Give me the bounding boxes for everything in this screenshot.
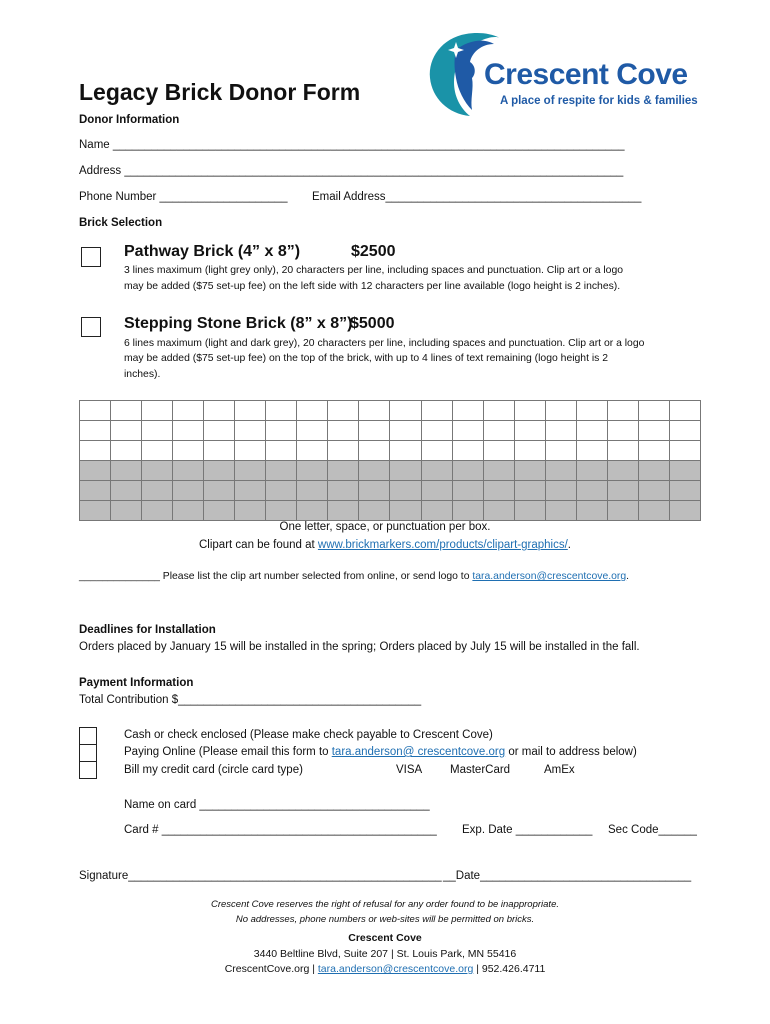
- logo-name: Crescent Cove: [484, 58, 688, 91]
- paying-online-checkbox[interactable]: [79, 744, 97, 762]
- letter-box[interactable]: [576, 461, 607, 481]
- letter-box[interactable]: [328, 481, 359, 501]
- letter-box[interactable]: [111, 421, 142, 441]
- letter-box[interactable]: [545, 481, 576, 501]
- letter-box[interactable]: [173, 441, 204, 461]
- letter-box[interactable]: [80, 501, 111, 521]
- letter-box[interactable]: [328, 461, 359, 481]
- letter-box[interactable]: [80, 441, 111, 461]
- address-field[interactable]: Address ______________________________________________________________________________: [79, 165, 624, 177]
- deadlines-text: Orders placed by January 15 will be installed in the spring; Orders placed by July 15 will be installed in the fall.: [79, 641, 640, 653]
- sec-code-field[interactable]: Sec Code______: [608, 824, 697, 836]
- letter-box[interactable]: [390, 421, 421, 441]
- grid-row: [80, 501, 701, 521]
- deadlines-heading: Deadlines for Installation: [79, 624, 216, 636]
- letter-box[interactable]: [452, 421, 483, 441]
- letter-box[interactable]: [297, 441, 328, 461]
- letter-box[interactable]: [452, 501, 483, 521]
- letter-box[interactable]: [576, 421, 607, 441]
- date-field[interactable]: __Date_________________________________: [443, 870, 692, 882]
- letter-box[interactable]: [483, 421, 514, 441]
- paying-online-prefix: Paying Online (Please email this form to: [124, 746, 332, 758]
- letter-box[interactable]: [173, 461, 204, 481]
- logo-tagline: A place of respite for kids & families: [500, 95, 698, 107]
- letter-box[interactable]: [266, 421, 297, 441]
- pathway-checkbox[interactable]: [81, 247, 101, 267]
- letter-box[interactable]: [80, 481, 111, 501]
- letter-box[interactable]: [514, 421, 545, 441]
- letter-box[interactable]: [266, 401, 297, 421]
- letter-box[interactable]: [669, 441, 700, 461]
- letter-box[interactable]: [638, 501, 669, 521]
- letter-box[interactable]: [669, 501, 700, 521]
- stepping-stone-desc-3: inches).: [124, 369, 161, 380]
- signature-field[interactable]: Signature_________________________________________________: [79, 870, 442, 882]
- grid-note-line-2: [0, 539, 770, 551]
- card-number-field[interactable]: Card # ___________________________________________: [124, 824, 437, 836]
- letter-box[interactable]: [421, 441, 452, 461]
- cash-check-label: Cash or check enclosed (Please make check payable to Crescent Cove): [124, 729, 493, 741]
- letter-box[interactable]: [638, 401, 669, 421]
- pathway-title: Pathway Brick (4” x 8”): [124, 243, 301, 260]
- letter-box[interactable]: [297, 481, 328, 501]
- letter-box[interactable]: [483, 461, 514, 481]
- grid-note-prefix: Clipart can be found at: [199, 539, 318, 551]
- letter-box[interactable]: [607, 401, 638, 421]
- letter-box[interactable]: [452, 481, 483, 501]
- letter-box[interactable]: [142, 401, 173, 421]
- letter-box[interactable]: [80, 461, 111, 481]
- letter-box[interactable]: [452, 401, 483, 421]
- brick-heading: Brick Selection: [79, 217, 163, 229]
- letter-box[interactable]: [607, 481, 638, 501]
- letter-box[interactable]: [607, 441, 638, 461]
- letter-box[interactable]: [328, 401, 359, 421]
- clipart-email-link[interactable]: tara.anderson@crescentcove.org: [472, 571, 627, 582]
- letter-box[interactable]: [638, 421, 669, 441]
- letter-box[interactable]: [607, 421, 638, 441]
- brick-letter-grid[interactable]: [79, 400, 701, 521]
- letter-box[interactable]: [545, 441, 576, 461]
- credit-card-label: Bill my credit card (circle card type): [124, 764, 303, 776]
- letter-box[interactable]: [297, 421, 328, 441]
- letter-box[interactable]: [204, 421, 235, 441]
- letter-box[interactable]: [111, 441, 142, 461]
- letter-box[interactable]: [421, 461, 452, 481]
- stepping-stone-desc-1: 6 lines maximum (light and dark grey), 20 characters per line, including spaces and punctuation. Clip art or a logo: [124, 338, 645, 349]
- letter-box[interactable]: [204, 441, 235, 461]
- letter-box[interactable]: [359, 481, 390, 501]
- paying-online-email-link[interactable]: tara.anderson@ crescentcove.org: [331, 746, 506, 758]
- letter-box[interactable]: [204, 401, 235, 421]
- letter-box[interactable]: [235, 481, 266, 501]
- footer-org: Crescent Cove: [348, 932, 422, 944]
- letter-box[interactable]: [235, 461, 266, 481]
- exp-date-field[interactable]: Exp. Date ____________: [462, 824, 593, 836]
- clipart-instruction[interactable]: [79, 571, 629, 582]
- letter-box[interactable]: [576, 441, 607, 461]
- letter-box[interactable]: [452, 441, 483, 461]
- letter-box[interactable]: [142, 481, 173, 501]
- letter-box[interactable]: [576, 481, 607, 501]
- stepping-stone-checkbox[interactable]: [81, 317, 101, 337]
- crescent-cove-logo: [426, 32, 706, 116]
- paying-online-suffix: or mail to address below): [505, 746, 637, 758]
- clipart-suffix: .: [626, 571, 630, 582]
- letter-box[interactable]: [111, 481, 142, 501]
- letter-box[interactable]: [142, 461, 173, 481]
- grid-row: [80, 441, 701, 461]
- grid-row: [80, 401, 701, 421]
- letter-box[interactable]: [328, 501, 359, 521]
- letter-box[interactable]: [235, 501, 266, 521]
- letter-box[interactable]: [359, 441, 390, 461]
- letter-box[interactable]: [297, 461, 328, 481]
- letter-box[interactable]: [514, 501, 545, 521]
- letter-box[interactable]: [266, 481, 297, 501]
- letter-box[interactable]: [545, 461, 576, 481]
- grid-note-suffix: .: [567, 539, 571, 551]
- disclaimer-line-2: No addresses, phone numbers or web-sites will be permitted on bricks.: [235, 914, 535, 925]
- letter-box[interactable]: [204, 501, 235, 521]
- card-type-mastercard[interactable]: MasterCard: [450, 764, 511, 776]
- disclaimer-line-1: Crescent Cove reserves the right of refusal for any order found to be inappropriate.: [211, 899, 559, 910]
- letter-box[interactable]: [142, 441, 173, 461]
- letter-box[interactable]: [607, 501, 638, 521]
- letter-box[interactable]: [173, 401, 204, 421]
- letter-box[interactable]: [297, 501, 328, 521]
- grid-row: [80, 421, 701, 441]
- letter-box[interactable]: [173, 501, 204, 521]
- name-on-card-field[interactable]: Name on card ____________________________________: [124, 799, 430, 811]
- pathway-desc-1: 3 lines maximum (light grey only), 20 characters per line, including spaces and punctuation. Clip art or a logo: [124, 265, 624, 276]
- letter-box[interactable]: [204, 481, 235, 501]
- letter-box[interactable]: [545, 421, 576, 441]
- letter-box[interactable]: [390, 461, 421, 481]
- letter-box[interactable]: [111, 501, 142, 521]
- credit-card-checkbox[interactable]: [79, 761, 97, 779]
- letter-box[interactable]: [545, 401, 576, 421]
- cash-check-checkbox[interactable]: [79, 727, 97, 745]
- donor-heading: Donor Information: [79, 114, 180, 126]
- letter-box[interactable]: [514, 481, 545, 501]
- letter-box[interactable]: [483, 481, 514, 501]
- footer-address: 3440 Beltline Blvd, Suite 207 | St. Louis Park, MN 55416: [253, 948, 517, 960]
- card-type-amex[interactable]: AmEx: [544, 764, 575, 776]
- letter-box[interactable]: [359, 501, 390, 521]
- letter-box[interactable]: [142, 501, 173, 521]
- footer-site: CrescentCove.org |: [224, 963, 318, 975]
- payment-heading: Payment Information: [79, 677, 194, 689]
- letter-box[interactable]: [328, 441, 359, 461]
- grid-row: [80, 461, 701, 481]
- letter-box[interactable]: [235, 421, 266, 441]
- phone-field[interactable]: Phone Number ____________________: [79, 191, 288, 203]
- letter-box[interactable]: [545, 501, 576, 521]
- letter-box[interactable]: [638, 481, 669, 501]
- letter-box[interactable]: [483, 441, 514, 461]
- letter-box[interactable]: [514, 441, 545, 461]
- letter-box[interactable]: [669, 481, 700, 501]
- letter-box[interactable]: [266, 501, 297, 521]
- letter-box[interactable]: [483, 501, 514, 521]
- card-type-visa[interactable]: VISA: [396, 764, 423, 776]
- letter-box[interactable]: [142, 421, 173, 441]
- stepping-stone-price: $5000: [350, 315, 395, 332]
- letter-box[interactable]: [607, 461, 638, 481]
- page-title: Legacy Brick Donor Form: [79, 79, 361, 105]
- letter-box[interactable]: [80, 421, 111, 441]
- grid-note-line-1: One letter, space, or punctuation per box.: [279, 521, 491, 533]
- letter-box[interactable]: [514, 461, 545, 481]
- clipart-prefix: ______________ Please list the clip art number selected from online, or send logo to: [79, 571, 473, 582]
- letter-box[interactable]: [359, 401, 390, 421]
- letter-box[interactable]: [390, 481, 421, 501]
- letter-box[interactable]: [266, 461, 297, 481]
- letter-box[interactable]: [390, 441, 421, 461]
- letter-box[interactable]: [576, 401, 607, 421]
- letter-box[interactable]: [576, 501, 607, 521]
- letter-box[interactable]: [266, 441, 297, 461]
- letter-box[interactable]: [669, 421, 700, 441]
- paying-online-label: [124, 746, 637, 758]
- letter-box[interactable]: [669, 461, 700, 481]
- stepping-stone-desc-2: may be added ($75 set-up fee) on the top of the brick, with up to 4 lines of text remaining (logo height is 2: [124, 353, 609, 364]
- letter-box[interactable]: [359, 421, 390, 441]
- footer-contact: [0, 963, 770, 975]
- letter-box[interactable]: [421, 481, 452, 501]
- stepping-stone-title: Stepping Stone Brick (8” x 8”): [124, 315, 353, 332]
- letter-box[interactable]: [111, 401, 142, 421]
- letter-box[interactable]: [80, 401, 111, 421]
- letter-box[interactable]: [111, 461, 142, 481]
- email-field[interactable]: Email Address________________________________________: [312, 191, 642, 203]
- letter-box[interactable]: [204, 461, 235, 481]
- letter-box[interactable]: [235, 401, 266, 421]
- letter-box[interactable]: [421, 501, 452, 521]
- letter-box[interactable]: [297, 401, 328, 421]
- letter-box[interactable]: [421, 421, 452, 441]
- letter-box[interactable]: [328, 421, 359, 441]
- letter-box[interactable]: [638, 441, 669, 461]
- letter-box[interactable]: [514, 401, 545, 421]
- letter-box[interactable]: [173, 481, 204, 501]
- letter-box[interactable]: [359, 461, 390, 481]
- letter-box[interactable]: [669, 401, 700, 421]
- clipart-link[interactable]: www.brickmarkers.com/products/clipart-graphics/: [317, 539, 568, 551]
- footer-phone: | 952.426.4711: [473, 963, 546, 975]
- name-field[interactable]: Name ________________________________________________________________________________: [79, 139, 625, 151]
- footer-email-link[interactable]: tara.anderson@crescentcove.org: [317, 963, 474, 975]
- letter-box[interactable]: [390, 401, 421, 421]
- letter-box[interactable]: [235, 441, 266, 461]
- letter-box[interactable]: [638, 461, 669, 481]
- letter-box[interactable]: [452, 461, 483, 481]
- letter-box[interactable]: [483, 401, 514, 421]
- grid-row: [80, 481, 701, 501]
- letter-box[interactable]: [390, 501, 421, 521]
- total-contribution-field[interactable]: Total Contribution $______________________________________: [79, 694, 422, 706]
- letter-box[interactable]: [421, 401, 452, 421]
- pathway-desc-2: may be added ($75 set-up fee) on the left side with 12 characters per line available (logo height is 2 inches).: [124, 281, 621, 292]
- pathway-price: $2500: [351, 243, 396, 260]
- letter-box[interactable]: [173, 421, 204, 441]
